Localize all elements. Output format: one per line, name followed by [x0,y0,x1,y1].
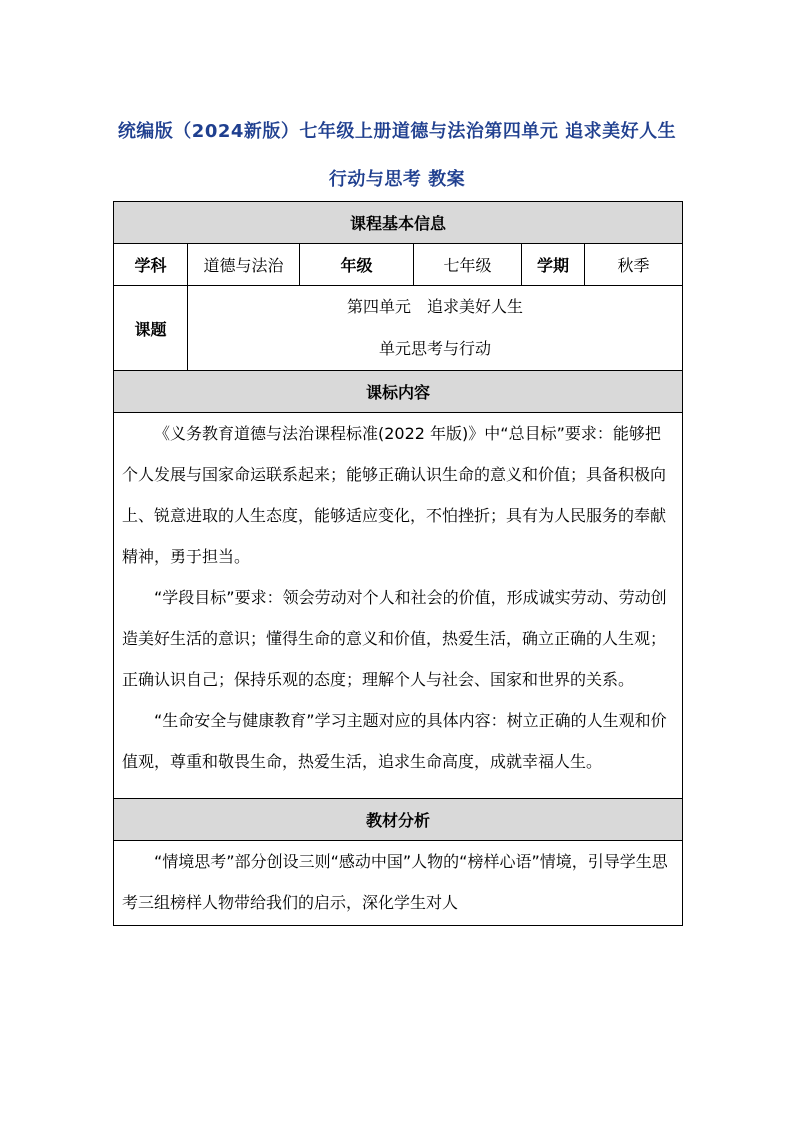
topic-label: 课题 [114,286,188,371]
term-value: 秋季 [585,244,683,286]
analysis-paragraph: “情境思考”部分创设三则“感动中国”人物的“榜样心语”情境，引导学生思考三组榜样人物带给我们的启示，深化学生对人 [122,852,668,912]
topic-line-2: 单元思考与行动 [379,339,492,358]
grade-value: 七年级 [414,244,522,286]
analysis-header: 教材分析 [114,799,683,841]
analysis-content [114,841,683,926]
standards-header: 课标内容 [114,371,683,413]
subject-value: 道德与法治 [188,244,300,286]
topic-value [188,286,683,371]
lesson-plan-table [113,201,683,926]
subject-label: 学科 [114,244,188,286]
basic-info-header: 课程基本信息 [114,202,683,244]
standards-paragraph-2: “学段目标”要求：领会劳动对个人和社会的价值，形成诚实劳动、劳动创造美好生活的意识；懂得生命的意义和价值，热爱生活，确立正确的人生观；正确认识自己；保持乐观的态度；理解个人与社会、国家和世界的关系。 [122,588,667,689]
standards-content [114,413,683,799]
grade-label: 年级 [300,244,414,286]
term-label: 学期 [522,244,585,286]
standards-paragraph-3: “生命安全与健康教育”学习主题对应的具体内容：树立正确的人生观和价值观，尊重和敬畏生命，热爱生活，追求生命高度，成就幸福人生。 [122,711,667,771]
standards-paragraph-1: 《义务教育道德与法治课程标准(2022 年版)》中“总目标”要求：能够把个人发展与国家命运联系起来；能够正确认识生命的意义和价值；具备积极向上、锐意进取的人生态度，能够适应变化，不怕挫折；具有为人民服务的奉献精神，勇于担当。 [122,424,667,566]
topic-line-1: 第四单元 追求美好人生 [347,297,524,316]
document-title: 统编版（2024新版）七年级上册道德与法治第四单元 追求美好人生 行动与思考 教案 [117,121,677,190]
